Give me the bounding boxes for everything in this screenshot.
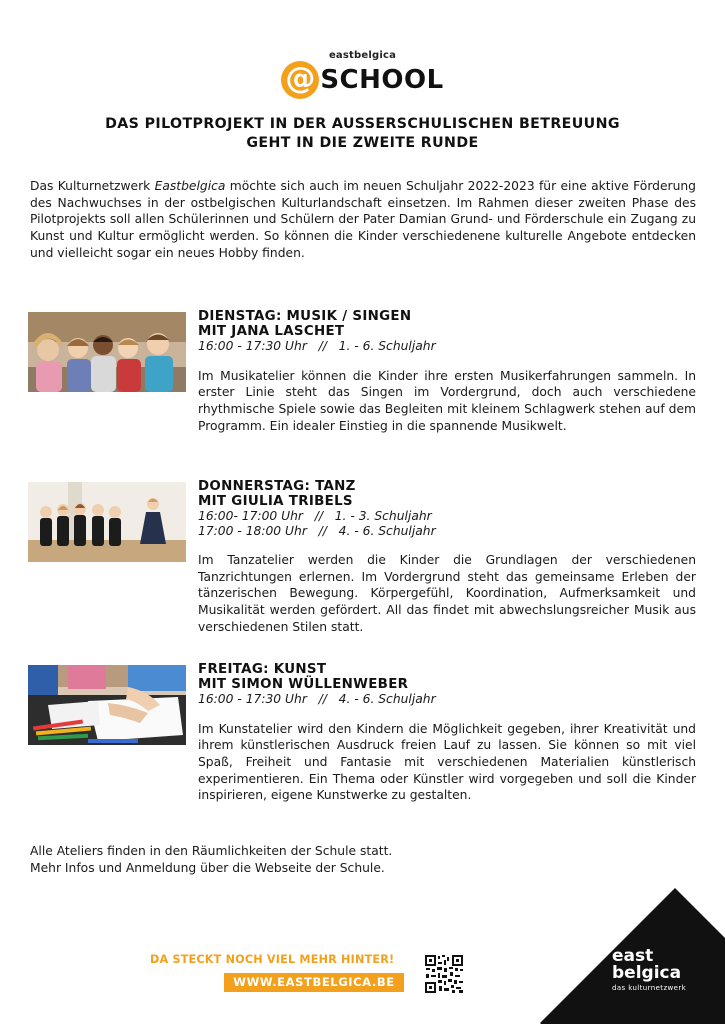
atelier-schedule: 17:00 - 18:00 Uhr // 4. - 6. Schuljahr	[198, 523, 436, 538]
page-headline	[0, 115, 725, 153]
atelier-description: Im Tanzatelier werden die Kinder die Grundlagen der verschiedenen Tanzrichtungen erlernen. Im Vordergrund steht das gemeinsame Erleben der tänzerischen Bewegung. Körpergefühl, Koordination, Aufmerksamkeit und Musikalität werden gefördert. All das findet mit abwechslungsreicher Musik aus verschiedenen Stilen statt.	[198, 553, 696, 634]
outro-line-2: Mehr Infos und Anmeldung über die Webseite der Schule.	[30, 860, 385, 875]
children-drawing-photo	[28, 665, 186, 745]
brand-logo	[0, 50, 725, 99]
atelier-title-teacher: MIT GIULIA TRIBELS	[198, 493, 353, 509]
atelier-description: Im Kunstatelier wird den Kindern die Möglichkeit gegeben, ihrer Kreativität und ihrem künstlerischen Ausdruck freien Lauf zu lassen. Sie können so mit viel Spaß, Freiheit und Fantasie mit verschiedenen Materialien künstlerisch experimentieren. Ein Thema oder Künstler wird vorgegeben und soll die Kinder inspirieren, eigene Kunstwerke zu gestalten.	[198, 721, 696, 803]
atelier-schedule: 16:00 - 17:30 Uhr // 1. - 6. Schuljahr	[198, 339, 436, 353]
qr-code-icon	[424, 954, 464, 994]
atelier-content	[198, 310, 696, 434]
children-singing-photo	[28, 312, 186, 392]
atelier-title-day: DONNERSTAG: TANZ	[198, 479, 356, 494]
logo-brand-small: eastbelgica	[328, 50, 397, 61]
intro-emphasis: Eastbelgica	[154, 179, 226, 193]
outro-line-1: Alle Ateliers finden in den Räumlichkeiten der Schule statt.	[30, 844, 393, 858]
eastbelgica-corner-logo	[612, 948, 686, 992]
atelier-title-teacher: MIT SIMON WÜLLENWEBER	[198, 676, 409, 692]
website-link[interactable]: WWW.EASTBELGICA.BE	[224, 973, 404, 992]
atelier-title-teacher: MIT JANA LASCHET	[198, 323, 345, 339]
corner-logo-belgica: belgica	[612, 963, 682, 983]
outro-paragraph	[30, 843, 690, 876]
atelier-title-day: DIENSTAG: MUSIK / SINGEN	[198, 309, 412, 324]
atelier-schedule: 16:00- 17:00 Uhr // 1. - 3. Schuljahr	[198, 509, 432, 523]
atelier-schedule: 16:00 - 17:30 Uhr // 4. - 6. Schuljahr	[198, 692, 436, 706]
headline-line-1: DAS PILOTPROJEKT IN DER AUSSERSCHULISCHEN BETREUUNG	[105, 116, 620, 132]
atelier-title-day: FREITAG: KUNST	[198, 662, 327, 677]
intro-text-after: möchte sich auch im neuen Schuljahr 2022-2023 für eine aktive Förderung des Nachwuchses in der ostbelgischen Kulturlandschaft einsetzen. Im Rahmen dieser zweiten Phase des Pilotprojekts soll allen Schülerinnen und Schülern der Pater Damian Grund- und Förderschule ein Zugang zu Kunst und Kultur ermöglicht werden. So können die Kinder verschiedenene kulturelle Angebote entdecken und vielleicht sogar ein neues Hobby finden.	[30, 179, 696, 260]
corner-logo-subtitle: das kulturnetzwerk	[612, 984, 687, 992]
children-dancing-photo	[28, 482, 186, 562]
corner-logo-east: east	[612, 946, 654, 966]
logo-main	[281, 61, 443, 99]
intro-paragraph	[30, 178, 696, 262]
intro-text-before: Das Kulturnetzwerk	[30, 179, 155, 193]
atelier-content	[198, 480, 696, 636]
footer-tagline: DA STECKT NOCH VIEL MEHR HINTER!	[150, 953, 395, 966]
logo-at-icon: @	[281, 61, 319, 99]
atelier-description: Im Musikatelier können die Kinder ihre ersten Musikerfahrungen sammeln. In erster Linie steht das Singen im Vordergrund, doch auch verschiedene rhythmische Spiele sowie das Begleiten mit kleinem Schlagwerk stehen auf dem Programm. Ein idealer Einstieg in die spannende Musikwelt.	[198, 368, 696, 433]
logo-word: SCHOOL	[320, 65, 444, 95]
atelier-content	[198, 663, 696, 804]
headline-line-2: GEHT IN DIE ZWEITE RUNDE	[246, 135, 479, 151]
